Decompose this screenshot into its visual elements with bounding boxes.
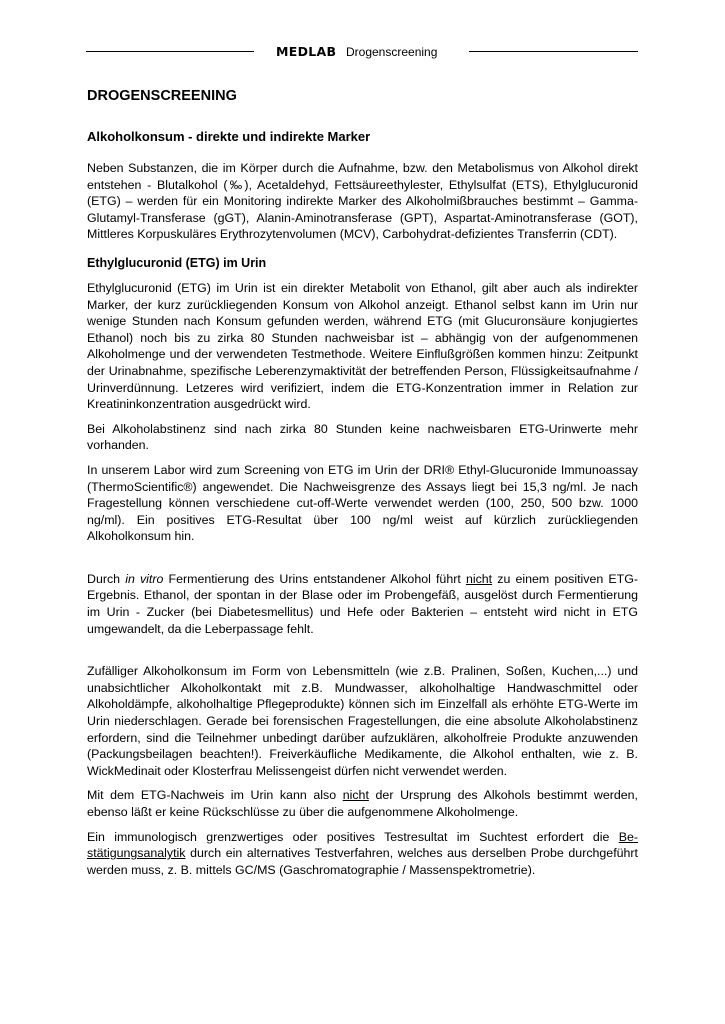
paragraph-abstinence: Bei Alkoholabstinenz sind nach zirka 80 Stunden keine nachweisbaren ETG-Urinwerte mehr vorhanden. <box>87 421 638 453</box>
text-underlined: nicht <box>342 788 369 803</box>
paragraph-lab-method: In unserem Labor wird zum Screening von ETG im Urin der DRI® Ethyl-Glucuronide Immunoassay (ThermoScientific®) angewendet. Die Nachweisgrenze des Assays liegt bei 15,3 ng/ml. Je nach Fragestellung können verschiedene cut-off-Werte verwendet werden (100, 250, 500 bzw. 1000 ng/ml). Ein positives ETG-Resultat über 100 ng/ml weist auf kürzlich zurückliegenden Alkoholkonsum hin. <box>87 462 638 544</box>
text-run: Fermentierung des Urins entstandener Alkohol führt <box>163 571 466 586</box>
text-underlined: Bestätigungsanalytik <box>87 829 638 861</box>
header-rule-left <box>86 51 254 52</box>
text-italic: in vitro <box>125 571 164 586</box>
subheading: Ethylglucuronid (ETG) im Urin <box>87 255 267 270</box>
text-run: Mit dem ETG-Nachweis im Urin kann also <box>87 788 343 803</box>
text-run: zu einem positiven ETG-Ergebnis. Ethanol, der spontan in der Blase oder im Probengefäß, ausgelöst durch Fermentierung im Urin - Zucker (bei Diabetesmellitus) und Hefe oder Bakterien – entsteht wird nicht in ETG umgewandelt, da die Leberpassage fehlt. <box>87 571 639 636</box>
paragraph-etg-metabolite: Ethylglucuronid (ETG) im Urin ist ein direkter Metabolit von Ethanol, gilt aber auch als indirekter Marker, der kurz zurückliegenden Konsum von Alkohol anzeigt. Ethanol selbst kann im Urin nur wenige Stunden nach Konsum gefunden werden, während ETG (mit Glucuronsäure konjugiertes Ethanol) noch bis zu zirka 80 Stunden nachweisbar ist – abhängig von der aufgenommenen Alkoholmenge und der verwendeten Testmethode. Weitere Einflußgrößen kommen hinzu: Zeitpunkt der Urinabnahme, spezifische Leberenzymaktivität der betreffenden Person, Flüssigkeitsaufnahme / Urinverdünnung. Letzeres wird verifiziert, indem die ETG-Konzentration immer in Relation zur Kreatininkonzentration ausgedrückt wird. <box>87 280 638 412</box>
text-run: durch ein alternatives Testverfahren, welches aus derselben Probe durchgeführt werden muss, z. B. mittels GC/MS (Gaschromatographie / Massenspektrometrie). <box>87 846 638 877</box>
header-rule-right <box>469 51 638 52</box>
text-run: Ein immunologisch grenzwertiges oder positives Testresultat im Suchtest erfordert die <box>87 829 619 844</box>
section-heading: Alkoholkonsum - direkte und indirekte Marker <box>87 129 371 144</box>
text-run: der Ursprung des Alkohols bestimmt werden, ebenso läßt er keine Rückschlüsse zu über die aufgenommene Alkoholmenge. <box>87 788 638 819</box>
paragraph-accidental-consumption: Zufälliger Alkoholkonsum im Form von Lebensmitteln (wie z.B. Pralinen, Soßen, Kuchen,...) und unabsichtlicher Alkoholkontakt mit z.B. Mundwasser, alkoholhaltige Handwaschmittel oder Alkoholdämpfe, alkoholhaltige Pflegeprodukte) können sich im Einzelfall als erhöhte ETG-Werte im Urin niederschlagen. Gerade bei forensischen Fragestellungen, die eine absolute Alkoholabstinenz erfordern, sind die Teilnehmer unbedingt darüber aufzuklären, alkoholfreie Produkte anzuwenden (Packungsbeilagen beachten!). Freiverkäufliche Medikamente, die Alkohol enthalten, wie z. B. WickMedinait oder Klosterfrau Melissengeist dürfen nicht verwendet werden. <box>87 664 638 778</box>
intro-paragraph: Neben Substanzen, die im Körper durch die Aufnahme, bzw. den Metabolismus von Alkohol direkt entstehen - Blutalkohol (‰), Acetaldehyd, Fettsäureethylester, Ethylsulfat (ETS), Ethylglucuronid (ETG) – werden für ein Monitoring indirekte Marker des Alkoholmißbrauches bestimmt – Gamma-Glutamyl-Transferase (gGT), Alanin-Aminotransferase (GPT), Aspartat-Aminotransferase (GOT), Mittleres Korpuskuläres Erythrozytenvolumen (MCV), Carbohydrat-defizientes Transferrin (CDT). <box>87 161 638 242</box>
document-title: DROGENSCREENING <box>87 88 237 104</box>
paragraph-fermentation <box>87 571 638 637</box>
brand-logo: MEDLAB <box>276 44 337 59</box>
document-body <box>87 86 638 878</box>
header-title: Drogenscreening <box>346 45 438 59</box>
paragraph-origin <box>87 787 638 820</box>
paragraph-confirmation <box>87 829 638 879</box>
text-run: Durch <box>87 571 126 586</box>
text-underlined: nicht <box>465 571 493 586</box>
page-header <box>86 42 638 62</box>
